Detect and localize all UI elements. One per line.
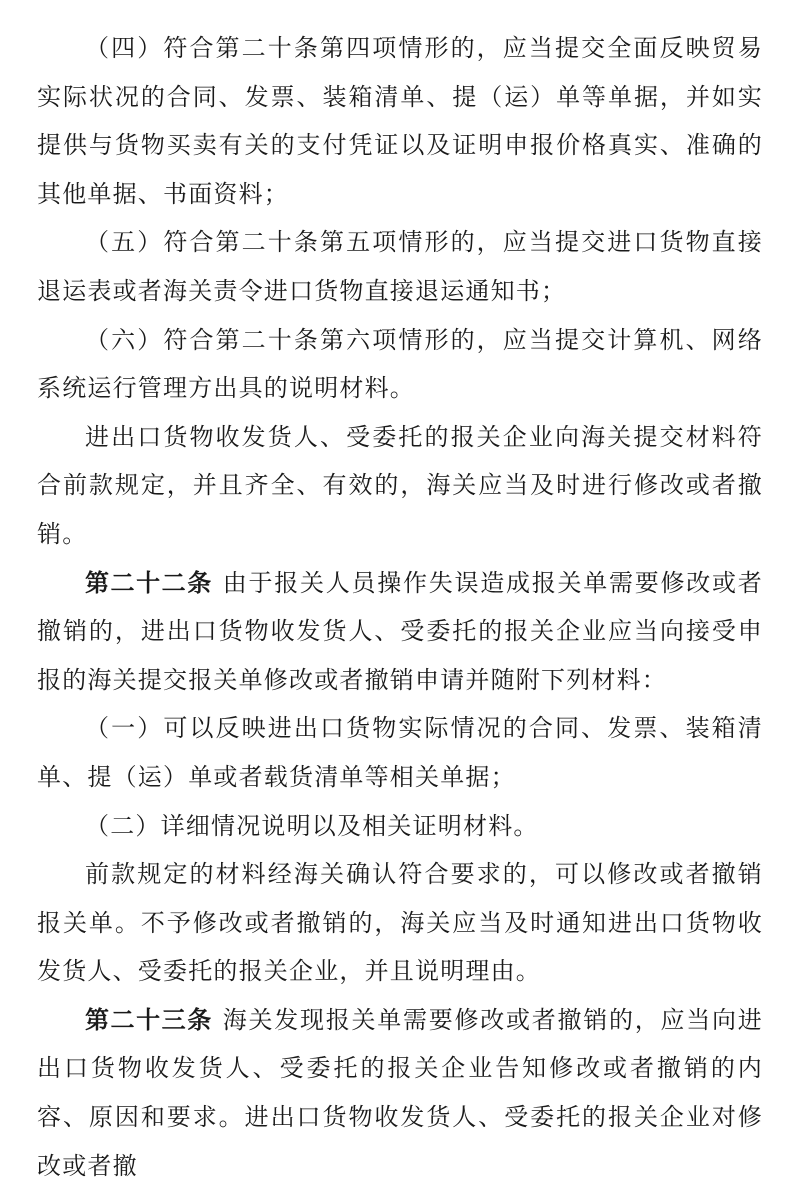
paragraph-conclusion xyxy=(37,413,763,559)
paragraph-text: 进出口货物收发货人、受委托的报关企业向海关提交材料符合前款规定，并且齐全、有效的，海关应当及时进行修改或者撤销。 xyxy=(37,422,763,548)
article-23 xyxy=(37,996,763,1190)
paragraph-item-1 xyxy=(37,704,763,801)
paragraph-item-2 xyxy=(37,802,763,851)
paragraph-text: （五）符合第二十条第五项情形的，应当提交进口货物直接退运表或者海关责令进口货物直接退运通知书； xyxy=(37,228,763,305)
paragraph-text: 前款规定的材料经海关确认符合要求的，可以修改或者撤销报关单。不予修改或者撤销的，海关应当及时通知进出口货物收发货人、受委托的报关企业，并且说明理由。 xyxy=(37,860,763,986)
paragraph-item-4 xyxy=(37,24,763,218)
paragraph-confirmation xyxy=(37,850,763,996)
paragraph-text: （二）详细情况说明以及相关证明材料。 xyxy=(85,811,539,840)
paragraph-text: （六）符合第二十条第六项情形的，应当提交计算机、网络系统运行管理方出具的说明材料。 xyxy=(37,325,763,403)
article-22 xyxy=(37,559,763,705)
document-page xyxy=(37,24,763,1190)
paragraph-text: 海关发现报关单需要修改或者撤销的，应当向进出口货物收发货人、受委托的报关企业告知修改或者撤销的内容、原因和要求。进出口货物收发货人、受委托的报关企业对修改或者撤 xyxy=(37,1005,764,1180)
paragraph-text: （四）符合第二十条第四项情形的，应当提交全面反映贸易实际状况的合同、发票、装箱清单、提（运）单等单据，并如实提供与货物买卖有关的支付凭证以及证明申报价格真实、准确的其他单据、书面资料； xyxy=(37,34,763,208)
paragraph-text: 由于报关人员操作失误造成报关单需要修改或者撤销的，进出口货物收发货人、受委托的报关企业应当向接受申报的海关提交报关单修改或者撤销申请并随附下列材料： xyxy=(37,568,764,694)
paragraph-item-5 xyxy=(37,218,763,315)
article-number: 第二十三条 xyxy=(85,1005,213,1034)
paragraph-item-6 xyxy=(37,316,763,413)
article-number: 第二十二条 xyxy=(85,568,213,597)
paragraph-text: （一）可以反映进出口货物实际情况的合同、发票、装箱清单、提（运）单或者载货清单等相关单据； xyxy=(37,714,763,791)
